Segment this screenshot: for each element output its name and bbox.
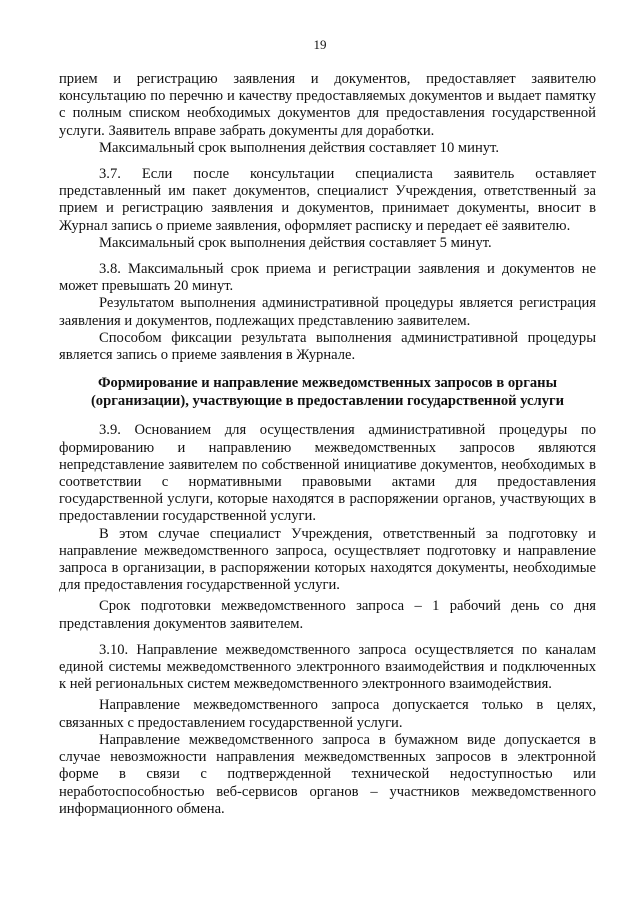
paragraph-time-limit-10: Максимальный срок выполнения действия составляет 10 минут. [99, 139, 499, 156]
paragraph-continuation: прием и регистрацию заявления и документов, предоставляет заявителю консультацию по перечню и качеству предоставляемых документов и выдает памятку с полным списком необходимых документов для предоставления государственной услуги. Заявитель вправе забрать документы для доработки. [59, 71, 596, 139]
paragraph-deadline: Срок подготовки межведомственного запроса – 1 рабочий день со дня представления документов заявителем. [59, 598, 596, 632]
paragraph-specialist: В этом случае специалист Учреждения, ответственный за подготовку и направление межведомственного запроса, осуществляет подготовку и направление запроса в организации, в распоряжении которых находятся документы, необходимые для предоставления государственной услуги. [59, 525, 596, 594]
paragraph-paper-form: Направление межведомственного запроса в бумажном виде допускается в случае невозможности направления межведомственных запросов в электронной форме в связи с подтвержденной технической недоступностью или неработоспособностью веб-сервисов органов – участников межведомственного информационного обмена. [59, 731, 596, 817]
paragraph-result: Результатом выполнения административной процедуры является регистрация заявления и документов, подлежащих представлению заявителем. [59, 295, 596, 329]
paragraph-3-9: 3.9. Основанием для осуществления административной процедуры по формированию и направлению межведомственных запросов являются непредставление заявителем по собственной инициативе документов, необходимых в соответствии с нормативными правовыми актами для предоставления государственной услуги, которые находятся в распоряжении органов, участвующих в предоставлении государственной услуги. [59, 422, 596, 525]
paragraph-time-limit-5: Максимальный срок выполнения действия составляет 5 минут. [99, 234, 492, 251]
section-heading: Формирование и направление межведомственных запросов в органы (организации), участвующие в предоставлении государственной услуги [90, 375, 565, 409]
paragraph-3-8: 3.8. Максимальный срок приема и регистрации заявления и документов не может превышать 20 минут. [59, 261, 596, 295]
page-number: 19 [313, 37, 327, 52]
paragraph-3-10: 3.10. Направление межведомственного запроса осуществляется по каналам единой системы межведомственного электронного взаимодействия и подключенных к ней региональных систем межведомственного электронного взаимодействия. [59, 641, 596, 693]
paragraph-3-7: 3.7. Если после консультации специалиста заявитель оставляет представленный им пакет документов, специалист Учреждения, ответственный за прием и регистрацию заявления и документов, принимает документы, вносит в Журнал запись о приеме заявления, оформляет расписку и передает её заявителю. [59, 166, 596, 234]
paragraph-purpose: Направление межведомственного запроса допускается только в целях, связанных с предоставлением государственной услуги. [59, 697, 596, 731]
document-body [59, 71, 596, 818]
paragraph-fixation: Способом фиксации результата выполнения административной процедуры является запись о приеме заявления в Журнале. [59, 329, 596, 364]
